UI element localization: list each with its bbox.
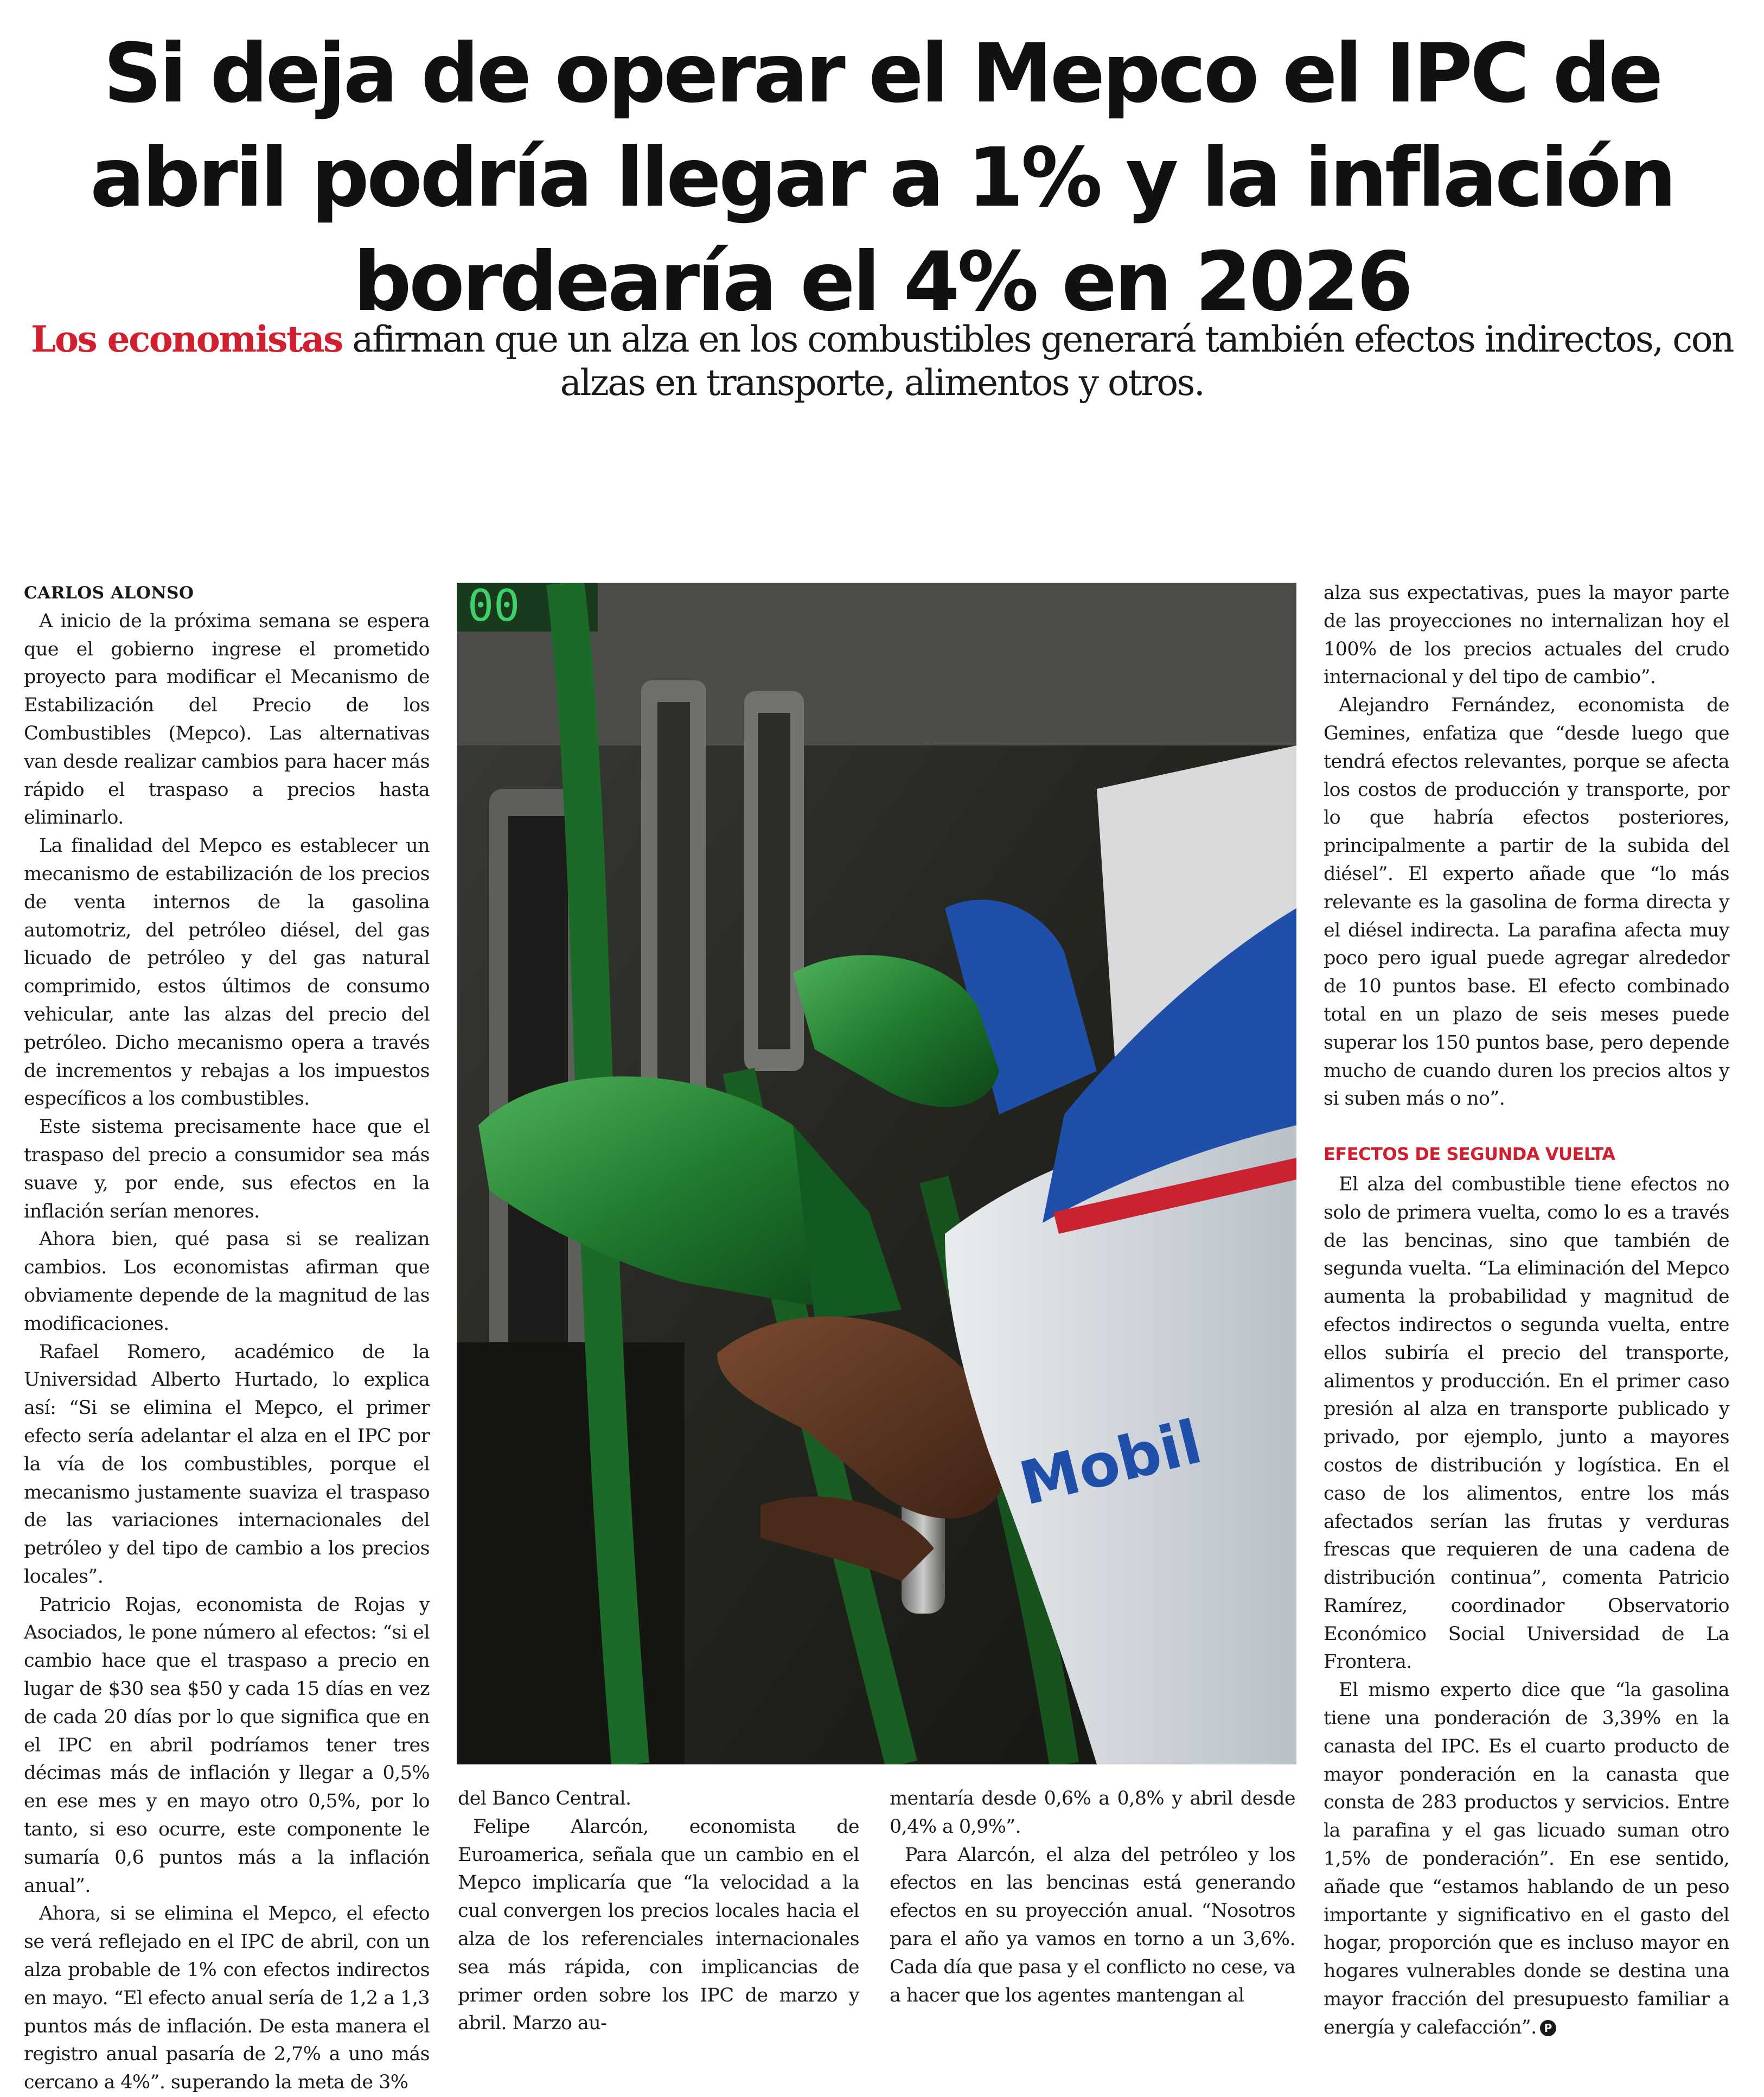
paragraph: Ahora, si se elimina el Mepco, el efecto se verá reflejado en el IPC de abril, con un alza probable de 1% con efectos indirectos en mayo. “El efecto anual sería de 1,2 a 1,3 puntos más de inflación. De esta manera el registro anual pasaría de 2,7% a uno más cercano a 4%”. superando la meta de 3%	[24, 1903, 430, 2094]
fuel-pump-photo	[457, 583, 1296, 1764]
paragraph: A inicio de la próxima semana se espera que el gobierno ingrese el prometido proyecto para modificar el Mecanismo de Estabilización del Precio de los Combustibles (Mepco). Las alternativas van desde realizar cambios para hacer más rápido el traspaso a precios hasta eliminarlo.	[24, 610, 430, 829]
paragraph: alza sus expectativas, pues la mayor parte de las proyecciones no internalizan hoy el 100% de los precios actuales del crudo internacional y del tipo de cambio”.	[1324, 582, 1729, 689]
paragraph: Alejandro Fernández, economista de Gemines, enfatiza que “desde luego que tendrá efectos relevantes, porque se afecta los costos de producción y transporte, por lo que habría efectos posteriores, principalmente a partir de la subida del diésel”. El experto añade que “lo más relevante es la gasolina de forma directa y el diésel indirecta. La parafina afecta muy poco pero igual puede agregar alrededor de 10 puntos base. El efecto combinado total en un plazo de seis meses puede superar los 150 puntos base, pero depende mucho de cuando duren los precios altos y si suben más o no”.	[1324, 694, 1729, 1110]
mobil-logo-text: Mobil	[1013, 1406, 1209, 1519]
section-subhead: EFECTOS DE SEGUNDA VUELTA	[1324, 1144, 1615, 1165]
deck-rest: afirman que un alza en los combustibles generará también efectos indirectos, con alzas en transporte, alimentos y otros.	[342, 318, 1733, 404]
paragraph-last	[1324, 1677, 1729, 2042]
deck-lead: Los economistas	[31, 318, 342, 360]
paragraph-text: El mismo experto dice que “la gasolina tiene una ponderación de 3,39% en la canasta del IPC. Es el cuarto producto de mayor ponderación en la canasta que consta de 283 productos y servicios. Entre la parafina y el gas licuado suman otro 1,5% de ponderación”. En ese sentido, añade que “estamos hablando de un peso importante y significativo en el gasto del hogar, proporción que es incluso mayor en hogares vulnerables donde se destina una mayor fracción del presupuesto familiar a energía y calefacción”.	[1324, 1679, 1729, 2038]
paragraph: mentaría desde 0,6% a 0,8% y abril desde 0,4% a 0,9%”.	[890, 1788, 1295, 1838]
end-of-article-icon: P	[1540, 2020, 1556, 2036]
pump-digits: 00	[468, 583, 520, 631]
headline: Si deja de operar el Mepco el IPC de abril podría llegar a 1% y la inflación bordearía el 4% en 2026	[90, 27, 1674, 329]
column-1	[24, 579, 430, 2097]
paragraph: Este sistema precisamente hace que el traspaso del precio a consumidor sea más suave y, por ende, sus efectos en la inflación serían menores.	[24, 1116, 430, 1222]
paragraph: Para Alarcón, el alza del petróleo y los efectos en las bencinas está generando efectos en su proyección anual. “Nosotros para el año ya vamos en torno a un 3,6%. Cada día que pasa y el conflicto no cese, va a hacer que los agentes mantengan al	[890, 1844, 1295, 2006]
paragraph: Felipe Alarcón, economista de Euroamerica, señala que un cambio en el Mepco implicaría que “la velocidad a la cual convergen los precios locales hacia el alza de los referenciales internacionales sea más rápida, con implicancias de primer orden sobre los IPC de marzo y abril. Marzo au-	[458, 1815, 859, 2035]
paragraph: del Banco Central.	[458, 1788, 631, 1809]
column-2	[458, 1785, 859, 2038]
paragraph: Patricio Rojas, economista de Rojas y Asociados, le pone número al efectos: “si el cambio hace que el traspaso a precio en lugar de $30 sea $50 y cada 15 días en vez de cada 20 días por lo que significa que en el IPC en abril podríamos tener tres décimas más de inflación y llegar a 0,5% en ese mes y en mayo otro 0,5%, por lo tanto, si eso ocurre, este componente le sumaría 0,6 puntos más a la inflación anual”.	[24, 1594, 430, 1897]
paragraph: El alza del combustible tiene efectos no solo de primera vuelta, como lo es a través de las bencinas, sino que también de segunda vuelta. “La eliminación del Mepco aumenta la probabilidad y magnitud de efectos indirectos o segunda vuelta, entre ellos subiría el precio del transporte, alimentos y producción. En el primer caso presión al alza en transporte publicado y privado, por ejemplo, junto a mayores costos de distribución y logística. En el caso de los alimentos, entre los más afectados serían las frutas y verduras frescas que requieren de una cadena de distribución continua”, comenta Patricio Ramírez, coordinador Observatorio Económico Social Universidad de La Frontera.	[1324, 1173, 1729, 1673]
column-3	[890, 1785, 1295, 2010]
byline: CARLOS ALONSO	[24, 583, 194, 603]
paragraph: La finalidad del Mepco es establecer un mecanismo de estabilización de los precios de venta internos de la gasolina automotriz, del petróleo diésel, del gas licuado de petróleo y del gas natural comprimido, estos últimos de consumo vehicular, ante las alzas del precio del petróleo. Dicho mecanismo opera a través de incrementos y rebajas a los impuestos específicos a los combustibles.	[24, 835, 430, 1110]
deck	[22, 317, 1742, 405]
paragraph: Ahora bien, qué pasa si se realizan cambios. Los economistas afirman que obviamente depende de la magnitud de las modificaciones.	[24, 1228, 430, 1335]
paragraph: Rafael Romero, académico de la Universidad Alberto Hurtado, lo explica así: “Si se elimina el Mepco, el primer efecto sería adelantar el alza en el IPC por la vía de los combustibles, porque el mecanismo justamente suaviza el traspaso de las variaciones internacionales del petróleo y del tipo de cambio a los precios locales”.	[24, 1341, 430, 1588]
column-4	[1324, 579, 1729, 2042]
